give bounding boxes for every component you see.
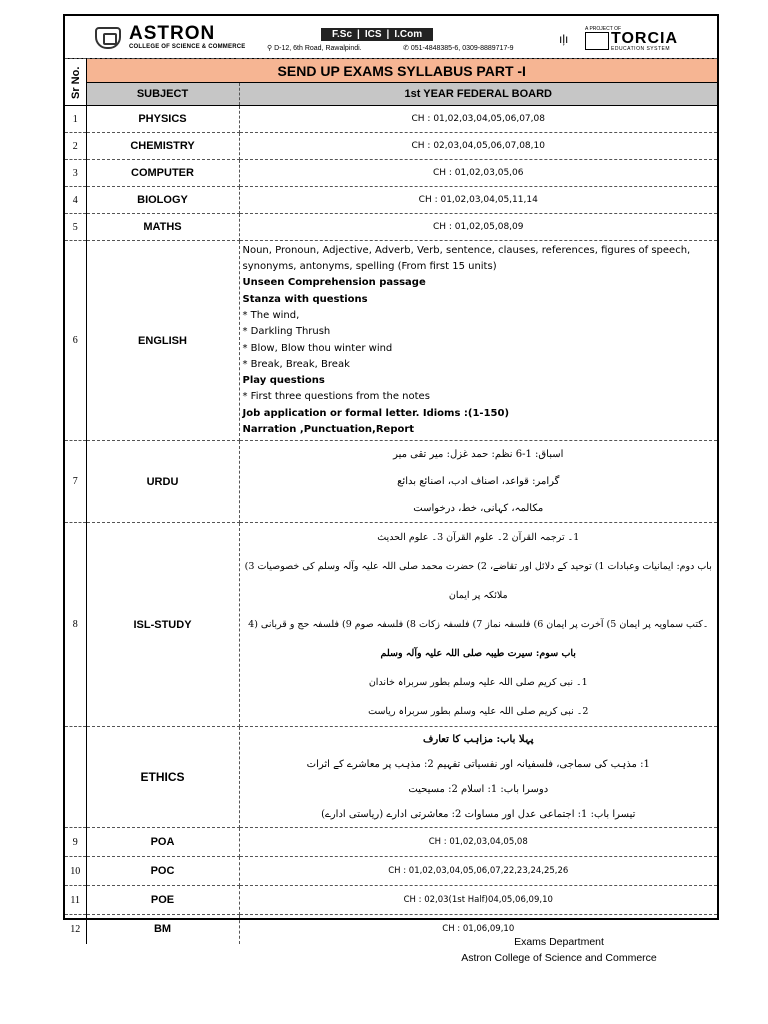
syllabus-line: synonyms, antonyms, spelling (From first 15 units) [242, 261, 497, 273]
address-text: D-12, 6th Road, Rawalpindi. [274, 45, 362, 52]
ethics-syllabus [239, 727, 717, 828]
subject-header: SUBJECT [86, 83, 239, 106]
board-header: 1st YEAR FEDERAL BOARD [239, 83, 717, 106]
syllabus-line: * Break, Break, Break [242, 358, 350, 370]
syllabus-line: Narration ,Punctuation,Report [242, 423, 415, 435]
table-row-english [65, 241, 717, 441]
chapters: CH : 01,02,03,04,05,08 [239, 828, 717, 857]
table-row [65, 106, 717, 133]
subject-name: POA [86, 828, 239, 857]
chapters: CH : 02,03(1st Half)04,05,06,09,10 [239, 886, 717, 915]
shield-icon [95, 27, 121, 49]
signature-block [454, 934, 664, 966]
syllabus-line: اسباق: 1-6 نظم: حمد غزل: میر تقی میر [393, 449, 564, 460]
table-row-ethics [65, 727, 717, 828]
row-number: 8 [65, 523, 86, 727]
syllabus-line: گرامر: قواعد، اصناف ادب، اصنائع بدائع [397, 476, 560, 487]
location-pin-icon: ⚲ [267, 45, 275, 52]
urdu-syllabus [239, 441, 717, 523]
chapters: CH : 01,02,03,04,05,06,07,08 [239, 106, 717, 133]
subject-name: ETHICS [86, 727, 239, 828]
brand-name: ASTRON [129, 23, 216, 44]
table-row [65, 160, 717, 187]
row-number: 6 [65, 241, 86, 441]
subject-name: MATHS [86, 214, 239, 241]
table-row [65, 187, 717, 214]
syllabus-line: ۔کتب سماویہ پر ایمان 5) آخرت پر ایمان 6) فلسفہ نماز 7) فلسفہ زکات 8) فلسفہ صوم 9) فلسفہ حج و قربانی (4 [248, 619, 709, 630]
partner-caption: A PROJECT OF [585, 26, 622, 32]
english-syllabus [239, 241, 717, 441]
syllabus-line: * Blow, Blow thou winter wind [242, 342, 393, 354]
syllabus-line: * Darkling Thrush [242, 326, 331, 338]
row-number [65, 727, 86, 828]
syllabus-line: باب دوم: ایمانیات وعبادات 1) توحید کے دلائل اور تقاضے، 2) حضرت محمد صلی اللہ علیہ وآلہ وسلم کی خصوصیات 3) ملائکہ پر ایمان [244, 561, 712, 601]
syllabus-line: Job application or formal letter. Idioms :(1-150) [242, 407, 510, 419]
table-row-urdu [65, 441, 717, 523]
chapters: CH : 01,06,09,10 [239, 915, 717, 944]
phone [403, 44, 514, 52]
isl-syllabus [239, 523, 717, 727]
syllabus-line: دوسرا باب: 1: اسلام 2: مسیحیت [408, 784, 549, 795]
letterhead [65, 16, 717, 59]
syllabus-line: Stanza with questions [242, 293, 368, 305]
partner-subtitle: EDUCATION SYSTEM [611, 46, 671, 52]
syllabus-line: * First three questions from the notes [242, 391, 430, 403]
table-row [65, 214, 717, 241]
subject-name: BM [86, 915, 239, 944]
subject-name: URDU [86, 441, 239, 523]
syllabus-line: * The wind, [242, 309, 300, 321]
chapters: CH : 01,02,03,04,05,11,14 [239, 187, 717, 214]
subject-name: ENGLISH [86, 241, 239, 441]
table-row [65, 886, 717, 915]
brand-subtitle: COLLEGE OF SCIENCE & COMMERCE [129, 44, 246, 50]
row-number: 10 [65, 857, 86, 886]
syllabus-line: 1: مذہب کی سماجی، فلسفیانہ اور نفسیاتی تفہیم 2: مذہب پر معاشرے کے اثرات [306, 759, 650, 770]
syllabus-line: پہلا باب: مزاہب کا تعارف [423, 734, 534, 745]
phone-text: 051-4848385-6, 0309-8889717-9 [410, 45, 514, 52]
syllabus-line: تیسرا باب: 1: اجتماعی عدل اور مساوات 2: معاشرتی ادارے (ریاستی ادارے) [321, 809, 636, 820]
syllabus-line: 1۔ نبی کریم صلی اللہ علیہ وسلم بطور سربراہ خاندان [368, 677, 588, 688]
chapters: CH : 02,03,04,05,06,07,08,10 [239, 133, 717, 160]
chapters: CH : 01,02,03,04,05,06,07,22,23,24,25,26 [239, 857, 717, 886]
address [267, 44, 362, 52]
college-name: Astron College of Science and Commerce [461, 952, 657, 964]
table-row [65, 828, 717, 857]
row-number: 4 [65, 187, 86, 214]
table-title: SEND UP EXAMS SYLLABUS PART -I [86, 59, 717, 83]
subject-name: BIOLOGY [86, 187, 239, 214]
row-number: 9 [65, 828, 86, 857]
row-number: 11 [65, 886, 86, 915]
syllabus-line: Play questions [242, 375, 325, 387]
divider-icon: ıļı [559, 32, 569, 46]
table-row [65, 133, 717, 160]
subject-name: POE [86, 886, 239, 915]
subject-name: CHEMISTRY [86, 133, 239, 160]
subject-name: ISL-STUDY [86, 523, 239, 727]
syllabus-line: باب سوم: سیرت طیبہ صلی اللہ علیہ وآلہ وسلم [380, 648, 576, 659]
title-row [65, 59, 717, 83]
row-number: 12 [65, 915, 86, 944]
table-row-isl [65, 523, 717, 727]
table-row [65, 857, 717, 886]
sr-no-header: Sr No. [65, 59, 86, 106]
program-fsc: F.Sc [332, 29, 353, 40]
row-number: 1 [65, 106, 86, 133]
syllabus-table [65, 58, 717, 944]
program-icom: I.Com [394, 29, 423, 40]
row-number: 7 [65, 441, 86, 523]
row-number: 3 [65, 160, 86, 187]
subject-name: COMPUTER [86, 160, 239, 187]
row-number: 5 [65, 214, 86, 241]
programs-banner: F.Sc | ICS | I.Com [321, 28, 433, 41]
row-number: 2 [65, 133, 86, 160]
syllabus-line: Unseen Comprehension passage [242, 277, 426, 289]
partner-name: TORCIA [611, 30, 679, 47]
torcia-logo-icon [585, 32, 609, 50]
program-ics: ICS [364, 29, 382, 40]
syllabus-line: مکالمہ، کہانی، خط، درخواست [413, 503, 544, 514]
department-name: Exams Department [514, 936, 604, 948]
syllabus-line: Noun, Pronoun, Adjective, Adverb, Verb, sentence, clauses, references, figures of speech, [242, 244, 691, 256]
chapters: CH : 01,02,05,08,09 [239, 214, 717, 241]
chapters: CH : 01,02,03,05,06 [239, 160, 717, 187]
column-header-row [65, 83, 717, 106]
syllabus-line: 2۔ نبی کریم صلی اللہ علیہ وسلم بطور سربراہ ریاست [368, 706, 589, 717]
subject-name: PHYSICS [86, 106, 239, 133]
subject-name: POC [86, 857, 239, 886]
syllabus-sheet [63, 14, 719, 936]
phone-icon: ✆ [403, 45, 411, 52]
syllabus-line: 1۔ ترجمہ القرآن 2۔ علوم القرآن 3۔ علوم الحدیث [377, 532, 580, 543]
